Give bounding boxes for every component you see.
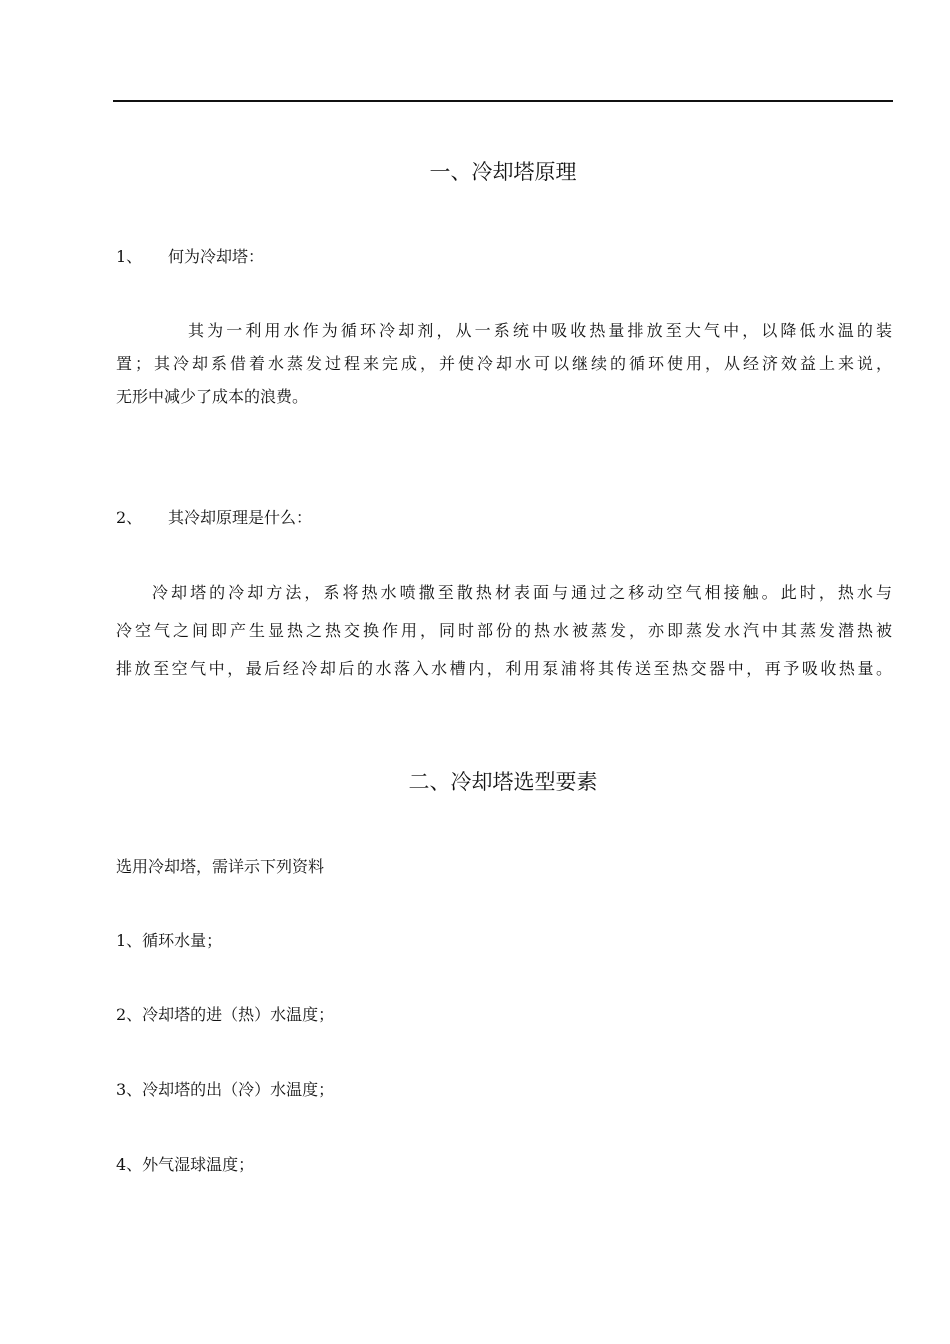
question-1-label (116, 245, 264, 269)
answer-1-line-1: 其为一利用水作为循环冷却剂，从一系统中吸收热量排放至大气中，以降低水温的装 (188, 321, 892, 340)
question-2-label (116, 506, 312, 530)
question-2-answer (116, 574, 892, 688)
header-rule (113, 100, 893, 102)
answer-2-line-2: 冷空气之间即产生显热之热交换作用，同时部份的热水被蒸发，亦即蒸发水汽中其蒸发潜热被 (116, 621, 892, 640)
answer-2-line-1: 冷却塔的冷却方法，系将热水喷撒至散热材表面与通过之移动空气相接触。此时，热水与 (152, 583, 892, 602)
question-1-number: 1、 (116, 247, 143, 266)
answer-1-line-2: 置；其冷却系借着水蒸发过程来完成，并使冷却水可以继续的循环使用，从经济效益上来说， (116, 354, 892, 373)
answer-1-line-3: 无形中减少了成本的浪费。 (116, 387, 309, 406)
section-1-title: 一、冷却塔原理 (429, 160, 577, 184)
section-2-title: 二、冷却塔选型要素 (408, 770, 598, 794)
requirement-item-4: 4、外气湿球温度； (116, 1155, 255, 1174)
question-2-text: 其冷却原理是什么： (168, 508, 313, 527)
question-1-answer (116, 314, 892, 413)
answer-2-line-3: 排放至空气中，最后经冷却后的水落入水槽内，利用泵浦将其传送至热交器中，再予吸收热量。 (116, 659, 892, 678)
section-2-intro: 选用冷却塔，需详示下列资料 (116, 857, 325, 876)
question-1-text: 何为冷却塔： (168, 247, 265, 266)
requirement-item-2: 2、冷却塔的进（热）水温度； (116, 1005, 335, 1024)
requirement-item-3: 3、冷却塔的出（冷）水温度； (116, 1080, 335, 1099)
question-2-number: 2、 (116, 508, 143, 527)
requirement-item-1: 1、循环水量； (116, 931, 223, 950)
